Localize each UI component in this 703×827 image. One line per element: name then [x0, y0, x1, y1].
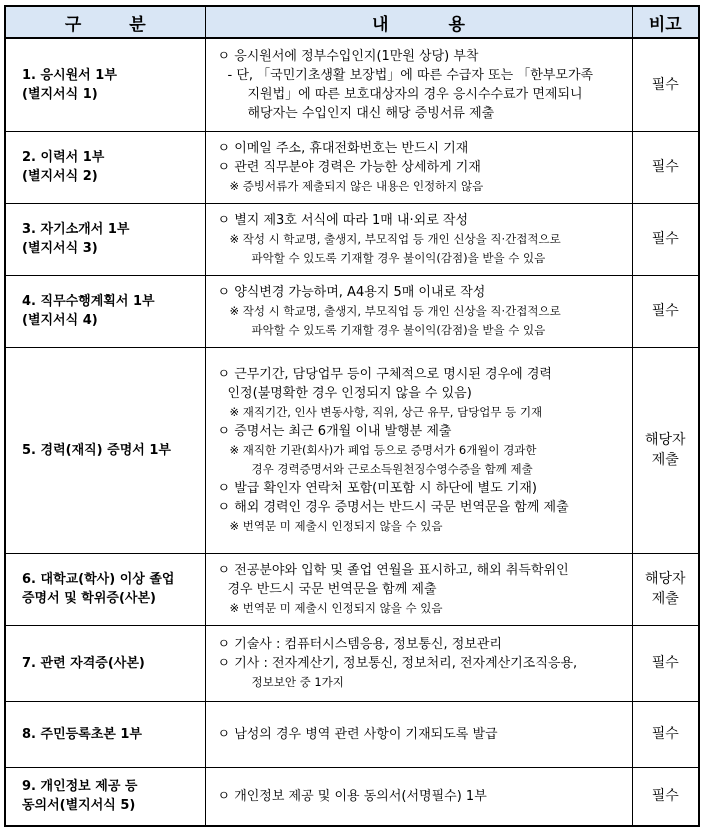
note-item: ※ 재직한 기관(회사)가 폐업 등으로 증명서가 6개월이 경과한 [229, 442, 537, 457]
bullet-item: ㅇ 발급 확인자 연락처 포함(미포함 시 하단에 별도 기재) [217, 480, 537, 496]
note-item: 파악할 수 있도록 기재할 경우 불이익(감점)을 받을 수 있음 [251, 250, 546, 265]
note-text: 제출 [651, 452, 679, 468]
note-item: 정보보안 중 1가지 [251, 674, 344, 689]
header-row [5, 6, 699, 38]
bullet-item: ㅇ 기술사 : 컴퓨터시스템응용, 정보통신, 정보관리 [217, 636, 502, 652]
note-item: ※ 작성 시 학교명, 출생지, 부모직업 등 개인 신상을 직·간접적으로 [229, 303, 561, 318]
category-line: 2. 이력서 1부 [22, 150, 105, 165]
note-item: ※ 번역문 미 제출시 인정되지 않을 수 있음 [229, 600, 443, 615]
table-row [5, 203, 699, 275]
row-category [5, 347, 205, 553]
bullet-item: ㅇ 별지 제3호 서식에 따라 1매 내·외로 작성 [217, 212, 469, 228]
row-content [205, 767, 632, 826]
category-line: 7. 관련 자격증(사본) [22, 655, 145, 671]
row-note [632, 553, 699, 625]
bullet-item: ㅇ 해외 경력인 경우 증명서는 반드시 국문 번역문을 함께 제출 [217, 499, 569, 515]
row-category [5, 767, 205, 826]
note-item: ※ 번역문 미 제출시 인정되지 않을 수 있음 [229, 518, 443, 533]
table-row [5, 701, 699, 767]
bullet-item: ㅇ 관련 직무분야 경력은 가능한 상세하게 기재 [217, 159, 481, 175]
note-text: 제출 [651, 591, 679, 607]
note-item: 파악할 수 있도록 기재할 경우 불이익(감점)을 받을 수 있음 [251, 322, 546, 337]
category-line: (별지서식 2) [22, 169, 98, 184]
bullet-item: ㅇ 근무기간, 담당업무 등이 구체적으로 명시된 경우에 경력 [217, 366, 552, 382]
row-note [632, 38, 699, 131]
row-note [632, 347, 699, 553]
table-row [5, 767, 699, 826]
row-content [205, 203, 632, 275]
note-item: ※ 재직기간, 인사 변동사항, 직위, 상근 유무, 담당업무 등 기재 [229, 404, 543, 419]
bullet-item: ㅇ 이메일 주소, 휴대전화번호는 반드시 기재 [217, 140, 469, 156]
note-item: ※ 증빙서류가 제출되지 않은 내용은 인정하지 않음 [229, 178, 484, 193]
sub-item: - 단, 「국민기초생활 보장법」에 따른 수급자 또는 「한부모가족 [227, 67, 594, 83]
sub-item: 인정(불명확한 경우 인정되지 않을 수 있음) [227, 385, 472, 401]
category-line: 9. 개인정보 제공 등 [22, 779, 138, 795]
note-text: 필수 [651, 159, 679, 175]
bullet-item: ㅇ 남성의 경우 병역 관련 사항이 기재되도록 발급 [217, 726, 498, 742]
requirements-table [4, 5, 700, 827]
sub-item: 지원법」에 따른 보호대상자의 경우 응시수수료가 면제되니 [247, 86, 583, 102]
note-text: 해당자 [644, 571, 686, 587]
bullet-item: ㅇ 기사 : 전자계산기, 정보통신, 정보처리, 전자계산기조직응용, [217, 655, 578, 671]
row-note [632, 131, 699, 203]
note-text: 필수 [651, 788, 679, 805]
category-line: (별지서식 3) [22, 241, 98, 256]
category-line: 증명서 및 학위증(사본) [22, 591, 156, 606]
row-note [632, 701, 699, 767]
row-category [5, 701, 205, 767]
category-line: (별지서식 4) [22, 313, 98, 328]
table-row [5, 131, 699, 203]
category-line: 동의서(별지서식 5) [22, 798, 136, 814]
category-line: 1. 응시원서 1부 [22, 67, 117, 83]
table-row [5, 347, 699, 553]
sub-item: 경우 반드시 국문 번역문을 함께 제출 [227, 581, 437, 597]
bullet-item: ㅇ 개인정보 제공 및 이용 동의서(서명필수) 1부 [217, 788, 487, 804]
bullet-item: ㅇ 응시원서에 정부수입인지(1만원 상당) 부착 [217, 48, 479, 64]
table-row [5, 553, 699, 625]
row-category [5, 625, 205, 701]
table-row [5, 38, 699, 131]
note-text: 필수 [651, 303, 679, 319]
row-category [5, 203, 205, 275]
note-text: 필수 [651, 655, 679, 671]
row-content [205, 701, 632, 767]
table-row [5, 275, 699, 347]
row-note [632, 767, 699, 826]
note-text: 해당자 [644, 432, 686, 448]
row-note [632, 275, 699, 347]
row-category [5, 553, 205, 625]
category-line: 6. 대학교(학사) 이상 졸업 [22, 572, 175, 587]
header-content: 내용 [205, 6, 632, 38]
sub-item: 해당자는 수입인지 대신 해당 증빙서류 제출 [247, 105, 495, 121]
row-note [632, 625, 699, 701]
row-content [205, 625, 632, 701]
note-item: 경우 경력증명서와 근로소득원천징수영수증을 함께 제출 [251, 461, 533, 476]
bullet-item: ㅇ 증명서는 최근 6개월 이내 발행분 제출 [217, 423, 452, 439]
bullet-item: ㅇ 양식변경 가능하며, A4용지 5매 이내로 작성 [217, 284, 486, 300]
note-item: ※ 작성 시 학교명, 출생지, 부모직업 등 개인 신상을 직·간접적으로 [229, 231, 561, 246]
row-category [5, 38, 205, 131]
header-note: 비고 [632, 6, 699, 38]
row-content [205, 131, 632, 203]
row-content [205, 275, 632, 347]
row-content [205, 38, 632, 131]
category-line: (별지서식 1) [22, 86, 98, 102]
row-content [205, 553, 632, 625]
bullet-item: ㅇ 전공분야와 입학 및 졸업 연월을 표시하고, 해외 취득학위인 [217, 562, 569, 578]
category-line: 5. 경력(재직) 증명서 1부 [22, 442, 171, 458]
note-text: 필수 [651, 231, 679, 247]
category-line: 8. 주민등록초본 1부 [22, 726, 142, 742]
table-row [5, 625, 699, 701]
note-text: 필수 [651, 76, 679, 93]
row-category [5, 131, 205, 203]
row-content [205, 347, 632, 553]
category-line: 3. 자기소개서 1부 [22, 222, 130, 237]
category-line: 4. 직무수행계획서 1부 [22, 294, 155, 309]
note-text: 필수 [651, 726, 679, 742]
row-category [5, 275, 205, 347]
header-category: 구분 [5, 6, 205, 38]
row-note [632, 203, 699, 275]
